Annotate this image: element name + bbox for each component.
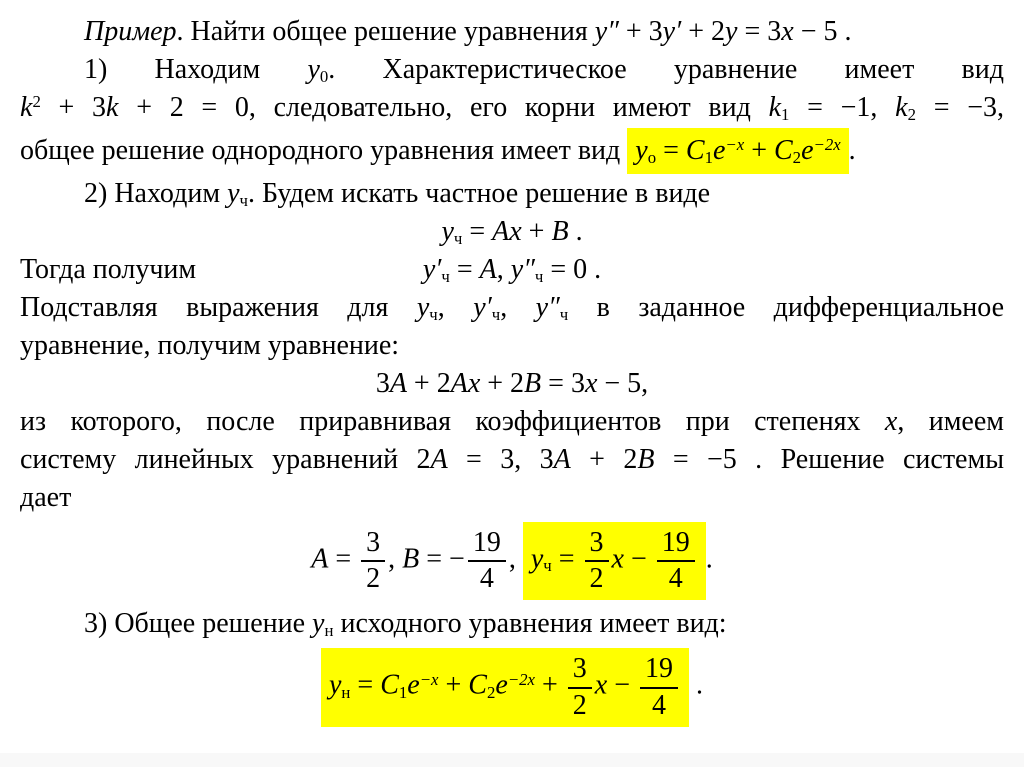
text-run: ч (491, 304, 501, 324)
text-run: + 3 (40, 92, 107, 123)
text-run: + 2 (681, 16, 726, 47)
text-run: = (551, 543, 582, 575)
text-run: 1 (704, 147, 713, 167)
math-var: y (227, 178, 240, 209)
text-run: уравнение, получим уравнение: (20, 330, 400, 361)
highlight-box (627, 128, 848, 174)
text-run: , (508, 543, 523, 575)
text-run: + (744, 135, 774, 166)
text-run: дает (20, 482, 72, 513)
fraction: $\frac{3}{2}$ (582, 527, 612, 595)
math-var: x (884, 406, 898, 437)
text-run: = 3 (541, 368, 585, 399)
text-run: Подставляя выражения для (20, 292, 417, 323)
highlight-box (321, 648, 689, 726)
substitution-line-2 (20, 328, 1004, 364)
text-run: = (350, 669, 381, 701)
math-var: e (801, 135, 814, 166)
text-run: = −3, (915, 92, 1004, 123)
step3-line (20, 606, 1004, 642)
math-var: −2x (507, 669, 535, 689)
text-run: ч (559, 304, 569, 324)
math-var: y″ (594, 16, 619, 47)
math-var: y (635, 135, 648, 166)
text-run: 3) Общее решение (84, 608, 313, 640)
highlight-box (523, 522, 706, 600)
text-run: . (705, 543, 713, 575)
text-run: = (656, 135, 686, 166)
math-var: y′ (473, 292, 492, 323)
particular-form-equation (20, 214, 1004, 250)
step1-line (20, 52, 1004, 88)
text-run: , (500, 292, 536, 323)
math-var: C (773, 135, 793, 166)
text-run: исходного уравнения имеет вид: (333, 608, 727, 640)
math-var: y (441, 216, 454, 247)
text-run: = (462, 216, 493, 247)
math-var: k (106, 92, 119, 123)
text-run: . (689, 669, 704, 701)
text-run: . Характеристическое уравнение имеет вид (328, 54, 1004, 85)
math-var: e (495, 669, 508, 701)
text-run: 2 (32, 91, 41, 111)
math-var: k (768, 92, 782, 123)
math-var: C (685, 135, 705, 166)
math-var: A (479, 254, 497, 285)
text-run: + (534, 669, 565, 701)
math-var: y′ (662, 16, 682, 47)
math-var: k (895, 92, 908, 123)
math-var: A (389, 368, 407, 399)
text-run: ч (239, 190, 248, 210)
math-var: y″ (535, 292, 560, 323)
math-var: C (468, 669, 487, 701)
math-var: A (311, 543, 329, 575)
line-centered-equation (423, 252, 601, 288)
text-run: − 5, (597, 368, 649, 399)
text-run: + 2 (480, 368, 525, 399)
math-var: y″ (510, 254, 535, 285)
math-var: A (553, 444, 571, 475)
text-run: о (647, 147, 657, 167)
gives-line (20, 480, 1004, 516)
text-run: ч (429, 304, 438, 324)
math-var: e (407, 669, 420, 701)
text-run: общее решение однородного уравнения имеет вид (20, 135, 628, 166)
text-run: 2 (792, 147, 802, 167)
characteristic-equation-line (20, 90, 1004, 126)
text-run: + (521, 216, 552, 247)
coefficients-values-equation (20, 522, 1004, 600)
text-run: + 3 (618, 16, 663, 47)
fraction: $\frac{19}{4}$ (465, 527, 509, 595)
text-run: + 2 = 0, следовательно, его корни имеют вид (118, 92, 769, 123)
text-run: , имеем (897, 406, 1004, 437)
text-run: ч (441, 266, 450, 286)
math-var: y (312, 608, 325, 640)
text-run: , (496, 254, 511, 285)
text-run: 0 (319, 66, 329, 86)
text-run: = −1, (789, 92, 896, 123)
fraction: $\frac{3}{2}$ (358, 527, 388, 595)
math-var: x (781, 16, 794, 47)
math-var: C (380, 669, 399, 701)
text-run: = (328, 543, 359, 575)
text-run: 2 (486, 682, 496, 702)
footer-strip (0, 753, 1024, 767)
coefficients-line (20, 404, 1004, 440)
math-var: −2x (813, 134, 841, 154)
text-run: . (848, 135, 856, 166)
math-var: −x (725, 134, 745, 154)
text-run: + 2 (406, 368, 451, 399)
linear-system-line (20, 442, 1004, 478)
math-var: Ax (450, 368, 481, 399)
text-run: Тогда получим (20, 254, 197, 285)
fraction: $\frac{19}{4}$ (654, 527, 698, 595)
math-var: Ax (492, 216, 522, 247)
text-run: = 3, 3 (447, 444, 554, 475)
text-run: 1 (781, 104, 790, 124)
homogeneous-solution-line (20, 128, 1004, 174)
title-line (20, 14, 1004, 50)
text-run: систему линейных уравнений 2 (20, 444, 431, 475)
math-var: y′ (422, 254, 442, 285)
text-run: . Будем искать частное решение в виде (247, 178, 711, 209)
text-run: = 3 (737, 16, 782, 47)
text-run: − 5 . (793, 16, 852, 47)
text-run: 1) Находим (84, 54, 308, 85)
text-run: из которого, после приравнивая коэффициентов при степенях (20, 406, 885, 437)
text-run: 3 (375, 368, 390, 399)
math-var: B (402, 543, 420, 575)
text-run: = (449, 254, 480, 285)
math-var: B (637, 444, 655, 475)
text-run: . Найти общее решение уравнения (176, 16, 595, 47)
text-run: ч (543, 556, 552, 576)
math-var: y (530, 543, 544, 575)
line-left-label (20, 252, 196, 288)
text-run: , (437, 292, 474, 323)
math-var: A (430, 444, 448, 475)
general-solution-equation (20, 648, 1004, 726)
resulting-equation (20, 366, 1004, 402)
text-run: = 0 . (543, 254, 602, 285)
substitution-line (20, 290, 1004, 326)
text-run: ч (534, 266, 544, 286)
text-run: − (607, 669, 638, 701)
text-run: + (438, 669, 469, 701)
math-var: y (725, 16, 738, 47)
text-run: в заданное дифференциальное (568, 292, 1005, 323)
math-var: x (611, 543, 624, 575)
math-var: Пример (84, 16, 177, 47)
fraction: $\frac{19}{4}$ (637, 653, 681, 721)
step2-line (20, 176, 1004, 212)
text-run: = −5 . Решение системы (654, 444, 1005, 475)
text-run: н (324, 621, 334, 641)
math-var: k (20, 92, 33, 123)
math-var: B (524, 368, 542, 399)
text-run: − (623, 543, 654, 575)
math-var: x (594, 669, 608, 701)
math-var: y (307, 54, 320, 85)
text-run: , (388, 543, 403, 575)
text-run: н (341, 682, 351, 702)
text-run: = − (419, 543, 465, 575)
text-run: 1 (398, 682, 408, 702)
math-var: e (712, 135, 726, 166)
text-run: . (568, 216, 583, 247)
text-run: 2) Находим (84, 178, 228, 209)
math-var: −x (419, 669, 439, 689)
text-run: 2 (907, 104, 916, 124)
derivatives-line (20, 252, 1004, 288)
math-var: y (328, 669, 342, 701)
fraction: $\frac{3}{2}$ (565, 653, 595, 721)
text-run: + 2 (570, 444, 638, 475)
math-var: B (551, 216, 569, 247)
math-var: y (416, 292, 430, 323)
math-var: x (584, 368, 598, 399)
text-run: ч (453, 228, 463, 248)
